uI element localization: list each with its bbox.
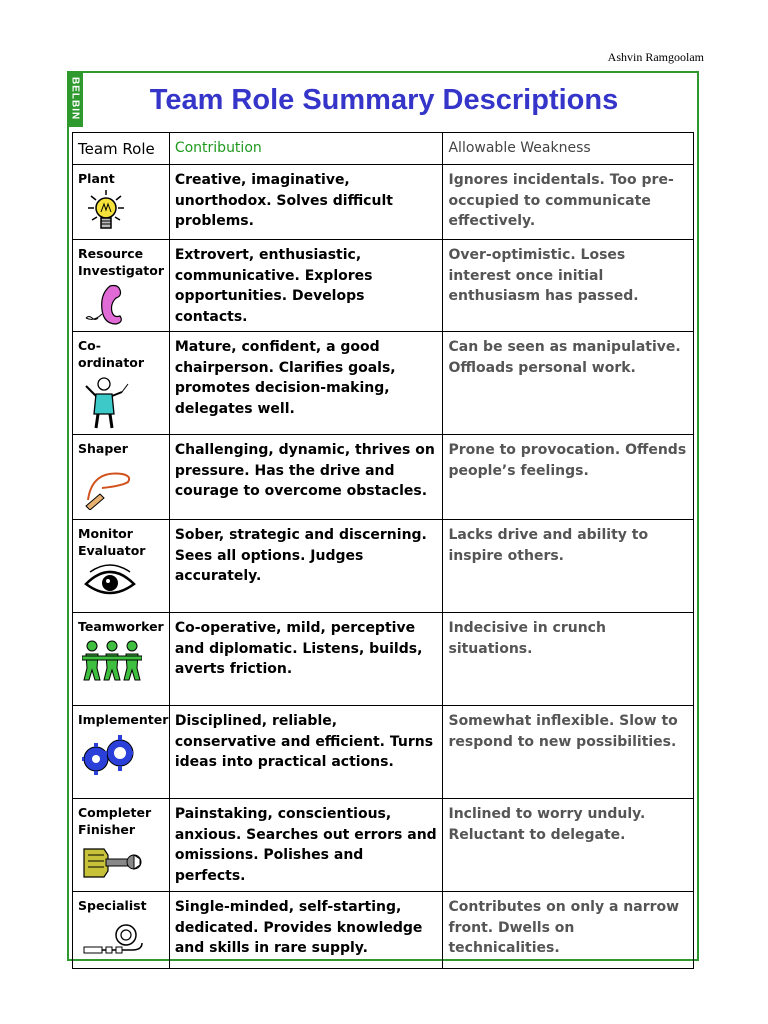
contribution-cell: Disciplined, reliable, conservative and efficient. Turns ideas into practical actions.	[169, 706, 443, 799]
header-team-role: Team Role	[73, 133, 170, 165]
role-cell	[73, 165, 170, 240]
table-row	[73, 799, 694, 892]
role-name: Teamworker	[78, 619, 164, 634]
hand-wrench-icon	[82, 841, 142, 885]
role-name: Shaper	[78, 441, 128, 456]
contribution-cell: Sober, strategic and discerning. Sees all options. Judges accurately.	[169, 520, 443, 613]
role-cell	[73, 706, 170, 799]
contribution-cell: Challenging, dynamic, thrives on pressure. Has the drive and courage to overcome obstacles.	[169, 435, 443, 520]
weakness-cell: Indecisive in crunch situations.	[443, 613, 694, 706]
weakness-cell: Inclined to worry unduly. Reluctant to delegate.	[443, 799, 694, 892]
table-row	[73, 435, 694, 520]
weakness-cell: Ignores incidentals. Too pre-occupied to communicate effectively.	[443, 165, 694, 240]
table-row	[73, 892, 694, 969]
contribution-cell: Co-operative, mild, perceptive and diplomatic. Listens, builds, averts friction.	[169, 613, 443, 706]
role-name: Monitor Evaluator	[78, 526, 146, 558]
telephone-icon	[82, 282, 130, 326]
weakness-cell: Prone to provocation. Offends people’s feelings.	[443, 435, 694, 520]
role-cell	[73, 435, 170, 520]
team-role-table	[72, 132, 694, 969]
whip-icon	[82, 460, 134, 510]
weakness-cell: Over-optimistic. Loses interest once initial enthusiasm has passed.	[443, 240, 694, 332]
contribution-cell: Extrovert, enthusiastic, communicative. Explores opportunities. Develops contacts.	[169, 240, 443, 332]
plug-icon	[82, 917, 148, 957]
role-cell	[73, 240, 170, 332]
role-cell	[73, 892, 170, 969]
table-row	[73, 613, 694, 706]
conductor-icon	[82, 374, 130, 430]
weakness-cell: Somewhat inflexible. Slow to respond to new possibilities.	[443, 706, 694, 799]
role-name: Specialist	[78, 898, 147, 913]
table-row	[73, 520, 694, 613]
role-name: Completer Finisher	[78, 805, 152, 837]
people-chain-icon	[82, 638, 142, 682]
role-cell	[73, 613, 170, 706]
weakness-cell: Contributes on only a narrow front. Dwells on technicalities.	[443, 892, 694, 969]
role-cell	[73, 332, 170, 435]
contribution-cell: Creative, imaginative, unorthodox. Solves difficult problems.	[169, 165, 443, 240]
contribution-cell: Single-minded, self-starting, dedicated. Provides knowledge and skills in rare supply.	[169, 892, 443, 969]
weakness-cell: Can be seen as manipulative. Offloads personal work.	[443, 332, 694, 435]
table-row	[73, 165, 694, 240]
lightbulb-icon	[82, 190, 130, 234]
role-name: Resource Investigator	[78, 246, 164, 278]
role-name: Plant	[78, 171, 115, 186]
brand-tab: BELBIN	[67, 71, 83, 127]
weakness-cell: Lacks drive and ability to inspire others.	[443, 520, 694, 613]
header-weakness: Allowable Weakness	[443, 133, 694, 165]
table-row	[73, 706, 694, 799]
page-title: Team Role Summary Descriptions	[149, 84, 619, 116]
table-header-row	[73, 133, 694, 165]
role-name: Co-ordinator	[78, 338, 145, 370]
header-contribution: Contribution	[169, 133, 443, 165]
eye-icon	[82, 562, 138, 602]
table-row	[73, 332, 694, 435]
role-cell	[73, 520, 170, 613]
contribution-cell: Painstaking, conscientious, anxious. Searches out errors and omissions. Polishes and perfects.	[169, 799, 443, 892]
table-row	[73, 240, 694, 332]
gears-icon	[82, 731, 134, 781]
author-name: Ashvin Ramgoolam	[607, 50, 704, 64]
role-cell	[73, 799, 170, 892]
role-name: Implementer	[78, 712, 169, 727]
contribution-cell: Mature, confident, a good chairperson. Clarifies goals, promotes decision-making, delegates well.	[169, 332, 443, 435]
